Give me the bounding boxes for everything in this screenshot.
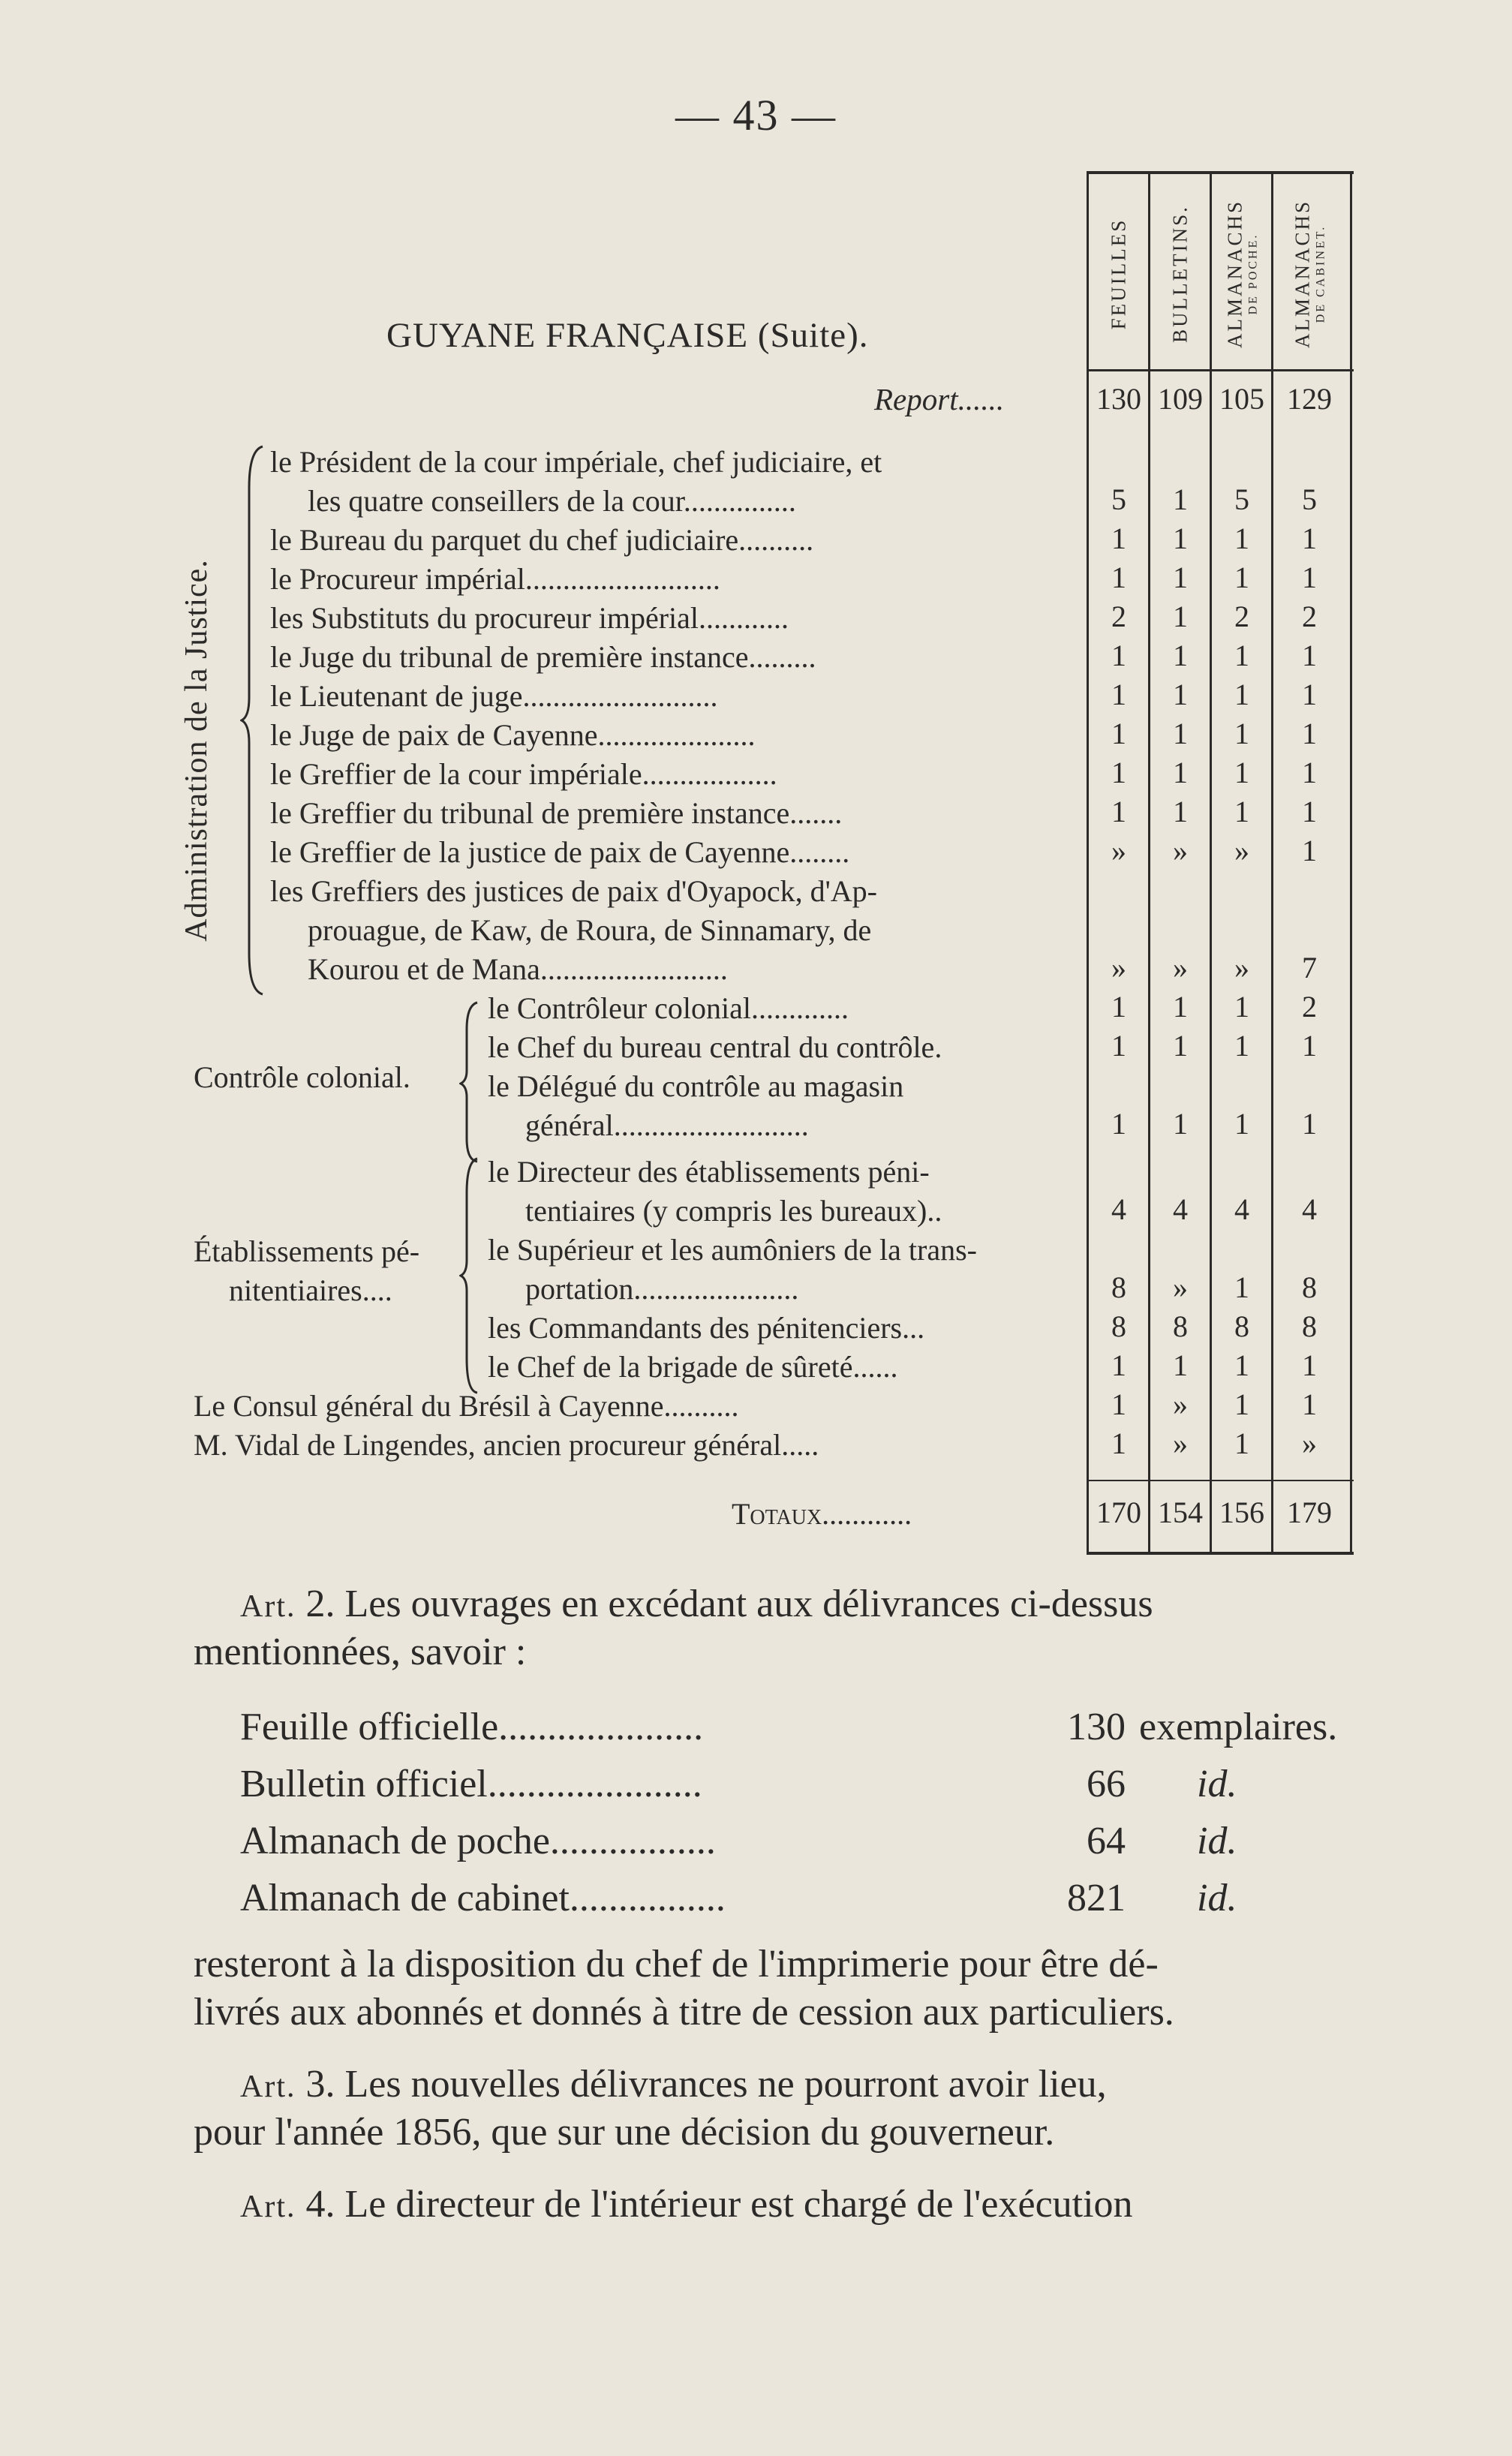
justice-row-value: 2 bbox=[1234, 600, 1249, 633]
excess-item-qty: 64 bbox=[1087, 1820, 1126, 1862]
etab-row-value: 4 bbox=[1234, 1192, 1249, 1226]
final-row-value: 1 bbox=[1234, 1426, 1249, 1460]
final-row-value: 1 bbox=[1234, 1387, 1249, 1421]
justice-row-text: les Greffiers des justices de paix d'Oyapock, d'Ap- bbox=[270, 874, 878, 908]
final-row-value: » bbox=[1302, 1426, 1317, 1460]
justice-row-value: 1 bbox=[1111, 717, 1126, 750]
column-header-feuilles: FEUILLES bbox=[1107, 218, 1130, 330]
table-bottom-rule bbox=[1088, 1552, 1354, 1555]
etab-row-value: 1 bbox=[1173, 1348, 1188, 1382]
justice-row-value: 1 bbox=[1302, 795, 1317, 828]
etab-row-text: le Chef de la brigade de sûreté...... bbox=[488, 1350, 898, 1384]
justice-row-value: 1 bbox=[1173, 522, 1188, 555]
etab-label-line2: nitentiaires.... bbox=[229, 1273, 392, 1307]
justice-brace bbox=[240, 443, 270, 998]
etab-row-value: 4 bbox=[1302, 1192, 1317, 1226]
justice-row-value: 2 bbox=[1302, 600, 1317, 633]
justice-row-value: 2 bbox=[1111, 600, 1126, 633]
excess-item-unit: id. bbox=[1197, 1820, 1237, 1862]
column-rule bbox=[1350, 171, 1352, 1555]
report-value: 105 bbox=[1219, 382, 1264, 416]
column-header-bulletins: BULLETINS. bbox=[1168, 205, 1192, 343]
justice-row-value: 1 bbox=[1302, 522, 1317, 555]
controle-row-value: 1 bbox=[1173, 1029, 1188, 1063]
justice-row-value: 1 bbox=[1111, 795, 1126, 828]
justice-row-value: 1 bbox=[1302, 756, 1317, 789]
excess-item-qty: 130 bbox=[1067, 1706, 1126, 1748]
justice-row-text: le Greffier du tribunal de première instance....... bbox=[270, 796, 843, 830]
controle-row-value: 1 bbox=[1302, 1107, 1317, 1141]
justice-row-value: 1 bbox=[1302, 561, 1317, 594]
etab-row-text: portation...................... bbox=[525, 1272, 799, 1306]
justice-row-value: 1 bbox=[1173, 756, 1188, 789]
etab-row-text: le Directeur des établissements péni- bbox=[488, 1155, 930, 1189]
excess-item-name: Bulletin officiel...................... bbox=[240, 1763, 702, 1805]
justice-row-value: 1 bbox=[1234, 756, 1249, 789]
etab-row-value: 1 bbox=[1234, 1348, 1249, 1382]
justice-row-value: 1 bbox=[1234, 717, 1249, 750]
rest-line1: resteront à la disposition du chef de l'imprimerie pour être dé- bbox=[194, 1943, 1159, 1986]
controle-row-text: le Chef du bureau central du contrôle. bbox=[488, 1030, 942, 1064]
report-label: Report...... bbox=[874, 382, 1005, 416]
justice-row-value: 5 bbox=[1111, 482, 1126, 516]
justice-row-value: 1 bbox=[1173, 717, 1188, 750]
header-rule bbox=[1088, 369, 1354, 371]
justice-row-value: » bbox=[1234, 951, 1249, 985]
final-row-value: » bbox=[1173, 1426, 1188, 1460]
justice-row-value: 1 bbox=[1111, 678, 1126, 711]
total-value: 154 bbox=[1158, 1496, 1203, 1529]
etab-row-value: 8 bbox=[1234, 1309, 1249, 1343]
final-row-text: Le Consul général du Brésil à Cayenne.......... bbox=[194, 1389, 739, 1423]
final-row-text: M. Vidal de Lingendes, ancien procureur général..... bbox=[194, 1428, 819, 1462]
page-number: — 43 — bbox=[675, 91, 837, 140]
etab-row-value: 8 bbox=[1111, 1309, 1126, 1343]
justice-row-value: 1 bbox=[1234, 561, 1249, 594]
etab-row-value: 8 bbox=[1173, 1309, 1188, 1343]
controle-row-text: le Contrôleur colonial............. bbox=[488, 991, 849, 1025]
article-3-line2: pour l'année 1856, que sur une décision du gouverneur. bbox=[194, 2111, 1055, 2154]
table-top-rule bbox=[1088, 171, 1354, 174]
justice-row-text: le Bureau du parquet du chef judiciaire.......... bbox=[270, 523, 814, 557]
justice-row-value: 1 bbox=[1234, 678, 1249, 711]
justice-row-value: 1 bbox=[1111, 756, 1126, 789]
justice-row-text: le Président de la cour impériale, chef judiciaire, et bbox=[270, 445, 882, 479]
etab-label-line1: Établissements pé- bbox=[194, 1234, 420, 1268]
rest-line2: livrés aux abonnés et donnés à titre de cession aux particuliers. bbox=[194, 1991, 1174, 2034]
report-value: 109 bbox=[1158, 382, 1203, 416]
controle-row-value: 1 bbox=[1111, 1107, 1126, 1141]
final-row-value: 1 bbox=[1111, 1426, 1126, 1460]
justice-row-value: 5 bbox=[1234, 482, 1249, 516]
article-3-line1: Art. 3. Les nouvelles délivrances ne pourront avoir lieu, bbox=[240, 2063, 1107, 2106]
controle-row-value: 1 bbox=[1173, 1107, 1188, 1141]
justice-row-value: 1 bbox=[1173, 795, 1188, 828]
total-value: 170 bbox=[1096, 1496, 1141, 1529]
excess-item-qty: 821 bbox=[1067, 1877, 1126, 1919]
etab-brace bbox=[459, 1156, 482, 1396]
justice-row-value: 1 bbox=[1111, 639, 1126, 672]
controle-row-value: 2 bbox=[1302, 990, 1317, 1024]
justice-row-value: 1 bbox=[1234, 795, 1249, 828]
etab-row-value: 8 bbox=[1302, 1309, 1317, 1343]
excess-item-name: Feuille officielle..................... bbox=[240, 1706, 704, 1748]
justice-row-text: prouague, de Kaw, de Roura, de Sinnamary, de bbox=[308, 913, 872, 947]
justice-row-text: les quatre conseillers de la cour............... bbox=[308, 484, 796, 518]
final-row-value: 1 bbox=[1111, 1387, 1126, 1421]
justice-row-value: » bbox=[1173, 834, 1188, 867]
excess-item-unit: id. bbox=[1197, 1877, 1237, 1919]
etab-row-value: 8 bbox=[1302, 1270, 1317, 1304]
totals-label: Totaux............ bbox=[732, 1497, 912, 1531]
controle-row-text: général.......................... bbox=[525, 1108, 809, 1142]
justice-row-value: » bbox=[1234, 834, 1249, 867]
etab-row-text: tentiaires (y compris les bureaux).. bbox=[525, 1194, 942, 1228]
justice-row-value: 1 bbox=[1302, 639, 1317, 672]
etab-row-text: le Supérieur et les aumôniers de la trans- bbox=[488, 1233, 977, 1267]
column-header-almanachs-poche: ALMANACHS DE POCHE. bbox=[1223, 199, 1260, 349]
justice-row-value: 1 bbox=[1111, 561, 1126, 594]
justice-row-value: 1 bbox=[1173, 482, 1188, 516]
controle-row-value: 1 bbox=[1173, 990, 1188, 1024]
excess-item-unit: exemplaires. bbox=[1139, 1706, 1338, 1748]
controle-row-text: le Délégué du contrôle au magasin bbox=[488, 1069, 904, 1103]
justice-row-text: le Juge du tribunal de première instance......... bbox=[270, 640, 816, 674]
excess-item-name: Almanach de cabinet................ bbox=[240, 1877, 726, 1919]
justice-row-value: 1 bbox=[1234, 639, 1249, 672]
etab-row-value: 1 bbox=[1234, 1270, 1249, 1304]
etab-row-value: 4 bbox=[1111, 1192, 1126, 1226]
controle-label: Contrôle colonial. bbox=[194, 1060, 410, 1094]
report-value: 130 bbox=[1096, 382, 1141, 416]
justice-label: Administration de la Justice. bbox=[179, 559, 214, 942]
etab-row-value: 1 bbox=[1302, 1348, 1317, 1382]
justice-row-value: 1 bbox=[1302, 717, 1317, 750]
totals-rule bbox=[1088, 1480, 1354, 1481]
etab-row-text: les Commandants des pénitenciers... bbox=[488, 1311, 925, 1345]
justice-row-text: les Substituts du procureur impérial............ bbox=[270, 601, 789, 635]
controle-row-value: 1 bbox=[1234, 1107, 1249, 1141]
controle-row-value: 1 bbox=[1302, 1029, 1317, 1063]
justice-row-value: 1 bbox=[1173, 600, 1188, 633]
final-row-value: 1 bbox=[1302, 1387, 1317, 1421]
justice-row-text: le Greffier de la justice de paix de Cayenne........ bbox=[270, 835, 850, 869]
article-2-line2: mentionnées, savoir : bbox=[194, 1631, 527, 1673]
justice-row-value: 7 bbox=[1302, 951, 1317, 985]
excess-item-unit: id. bbox=[1197, 1763, 1237, 1805]
etab-row-value: 1 bbox=[1111, 1348, 1126, 1382]
final-row-value: » bbox=[1173, 1387, 1188, 1421]
column-header-almanachs-cabinet: ALMANACHS DE CABINET. bbox=[1291, 199, 1327, 349]
justice-row-value: 1 bbox=[1234, 522, 1249, 555]
etab-row-value: 8 bbox=[1111, 1270, 1126, 1304]
controle-row-value: 1 bbox=[1111, 990, 1126, 1024]
justice-row-value: 1 bbox=[1111, 522, 1126, 555]
justice-row-value: 1 bbox=[1173, 561, 1188, 594]
justice-row-value: 5 bbox=[1302, 482, 1317, 516]
justice-row-value: » bbox=[1111, 834, 1126, 867]
justice-row-text: le Lieutenant de juge.......................... bbox=[270, 679, 718, 713]
excess-item-name: Almanach de poche................. bbox=[240, 1820, 716, 1862]
controle-brace bbox=[459, 1000, 482, 1165]
section-title: GUYANE FRANÇAISE (Suite). bbox=[386, 316, 869, 355]
etab-row-value: 4 bbox=[1173, 1192, 1188, 1226]
controle-row-value: 1 bbox=[1234, 1029, 1249, 1063]
justice-row-text: le Greffier de la cour impériale.................. bbox=[270, 757, 777, 791]
total-value: 156 bbox=[1219, 1496, 1264, 1529]
excess-item-qty: 66 bbox=[1087, 1763, 1126, 1805]
justice-row-value: 1 bbox=[1173, 678, 1188, 711]
justice-row-value: » bbox=[1173, 951, 1188, 985]
justice-row-value: 1 bbox=[1302, 678, 1317, 711]
controle-row-value: 1 bbox=[1111, 1029, 1126, 1063]
justice-row-text: le Procureur impérial.......................... bbox=[270, 562, 720, 596]
article-2-line1: Art. 2. Les ouvrages en excédant aux délivrances ci-dessus bbox=[240, 1583, 1153, 1625]
justice-row-text: Kourou et de Mana......................... bbox=[308, 952, 728, 986]
etab-row-value: » bbox=[1173, 1270, 1188, 1304]
justice-row-value: 1 bbox=[1302, 834, 1317, 867]
total-value: 179 bbox=[1287, 1496, 1332, 1529]
justice-row-value: 1 bbox=[1173, 639, 1188, 672]
justice-row-value: » bbox=[1111, 951, 1126, 985]
report-value: 129 bbox=[1287, 382, 1332, 416]
justice-row-text: le Juge de paix de Cayenne..................... bbox=[270, 718, 756, 752]
article-4-line1: Art. 4. Le directeur de l'intérieur est chargé de l'exécution bbox=[240, 2183, 1133, 2226]
controle-row-value: 1 bbox=[1234, 990, 1249, 1024]
